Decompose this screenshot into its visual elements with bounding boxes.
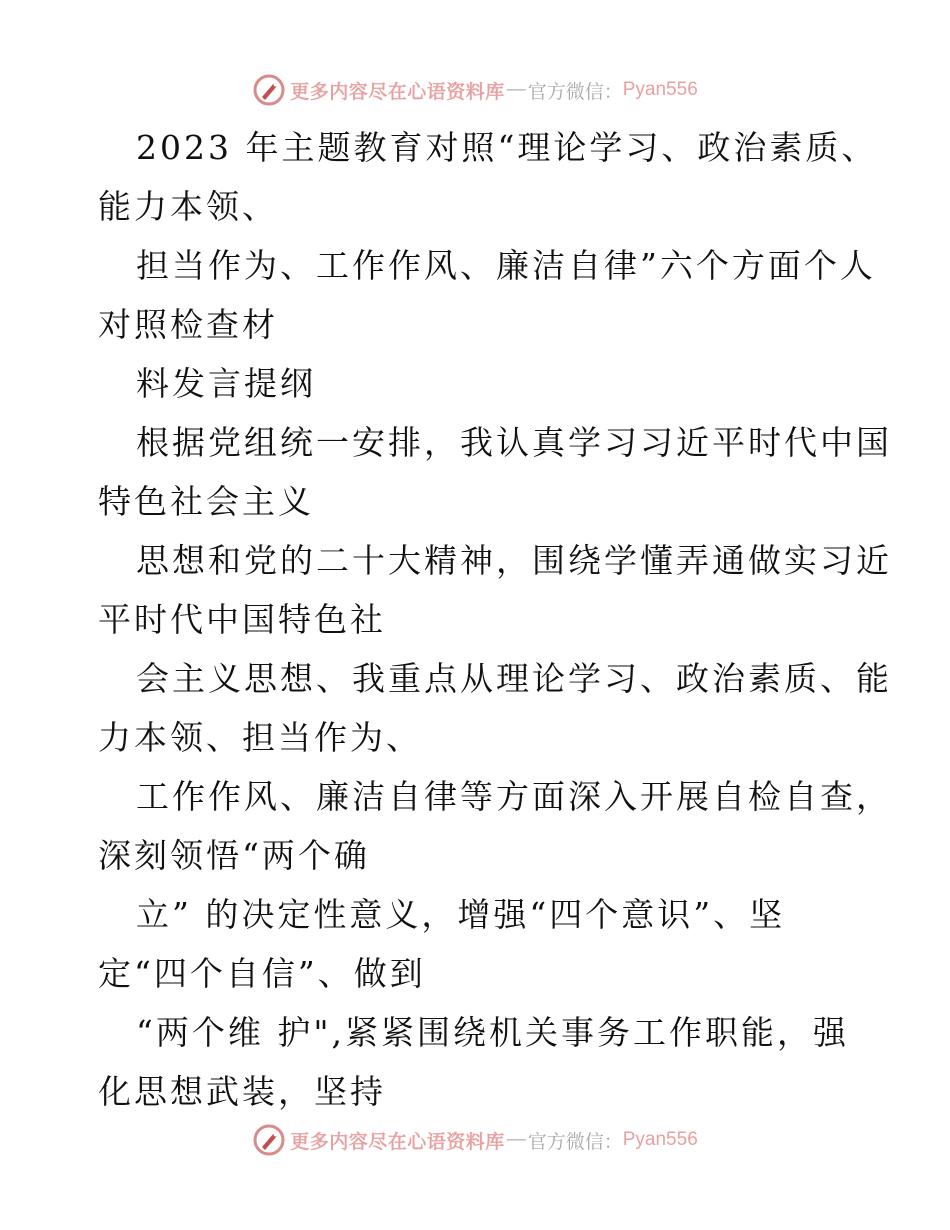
doc-line: “两个维 护",紧紧围绕机关事务工作职能，强 [136,1013,850,1052]
doc-line: 能力本领、 [98,187,278,226]
doc-line: 2023 年主题教育对照“理论学习、政治素质、 [136,128,878,167]
doc-line: 工作作风、廉洁自律等方面深入开展自检自查， [136,777,892,816]
doc-line: 料发言提纲 [136,364,316,403]
doc-line: 定“四个自信”、做到 [98,954,426,993]
doc-line: 力本领、担当作为、 [98,718,422,757]
banner-dash: — [506,1129,526,1150]
doc-line: 平时代中国特色社 [98,600,386,639]
footer-watermark-banner [0,1120,950,1160]
banner-wechat-id: Pyan556 [622,1129,698,1150]
banner-wechat-label: 官方微信： [527,1130,623,1153]
banner-wechat-label: 官方微信： [527,80,623,103]
banner-wechat-id: Pyan556 [622,79,698,100]
header-watermark-banner [0,70,950,110]
document-body [98,118,892,1121]
doc-line: 深刻领悟“两个确 [98,836,370,875]
doc-line: 对照检查材 [98,305,278,344]
doc-line: 根据党组统一安排，我认真学习习近平时代中国 [136,423,892,462]
doc-line: 担当作为、工作作风、廉洁自律”六个方面个人 [136,246,876,285]
banner-dash: — [506,79,526,100]
pen-nib-logo-icon [252,73,286,107]
doc-line: 思想和党的二十大精神，围绕学懂弄通做实习近 [136,541,892,580]
pen-nib-logo-icon [252,1123,286,1157]
doc-line: 立” 的决定性意义，增强“四个意识”、坚 [136,895,786,934]
doc-line: 会主义思想、我重点从理论学习、政治素质、能 [136,659,892,698]
doc-line: 化思想武装，坚持 [98,1072,386,1111]
doc-line: 特色社会主义 [98,482,314,521]
banner-main-text: 更多内容尽在心语资料库 [290,80,505,103]
banner-main-text: 更多内容尽在心语资料库 [290,1130,505,1153]
